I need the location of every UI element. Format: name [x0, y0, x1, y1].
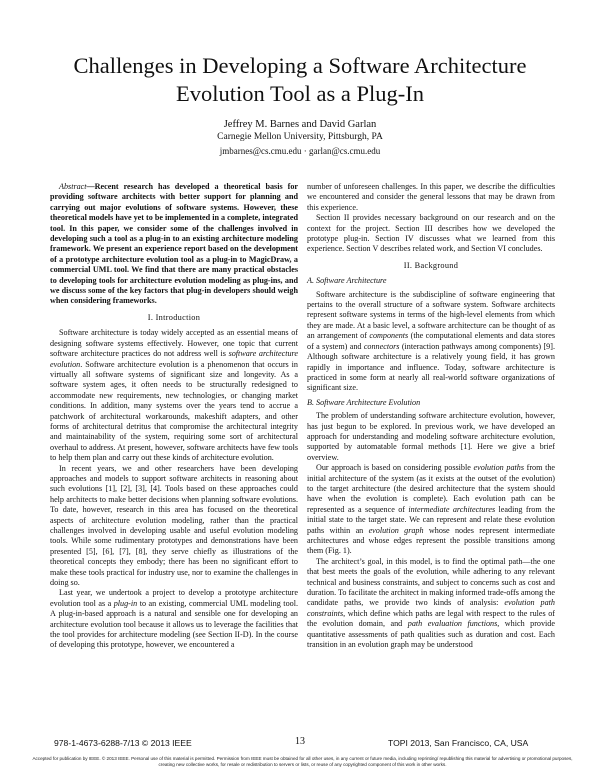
text-run: to an existing, commercial UML modeling tool. A plug-in-based approach is a natural and sensible one for developing an architecture evolution tool because it allows us to leverage the facilities that the tool provides for architecture modeling (see Section II-D). In the course of developing this prototype, however, we encountered a	[50, 598, 298, 650]
emphasis: evolution path constraints	[307, 598, 555, 618]
text-run: , which provide quantitative assessments of path qualities such as duration and cost. Each transition in an evolution graph may be understood	[307, 619, 555, 650]
text-run: Software architecture is today widely accepted as an essential means of designing software systems effectively. However, one topic that current software architecture practices do not address well is	[50, 328, 298, 359]
text-run: Software architecture is the subdiscipline of software engineering that pertains to the overall structure of a software system. Software architects represent software systems in terms of the high-level elements from which they are made. At a basic level, a software architecture can be thought of as an arrangement of	[307, 289, 555, 341]
right-column	[307, 182, 555, 650]
text-run: . Software architecture evolution is a phenomenon that occurs in virtually all software systems of significant size and longevity. As a software system ages, it often needs to be structurally redesigned to accommodate new requirements, new technologies, or changing market conditions. In addition, many systems over the years tend to accrue a patchwork of architectural workarounds, makeshift adapters, and other forms of architectural detritus that compromise the architectural integrity and maintainability of the system, requiring some sort of architectural overhaul to address. At present, however, software architects have few tools to help them plan and carry out these kinds of architecture evolution.	[50, 359, 298, 463]
text-run: , which define which paths are legal with respect to the rules of the evolution domain, and	[307, 608, 555, 629]
affiliation: Carnegie Mellon University, Pittsburgh, PA	[217, 132, 383, 142]
text-run: The architect’s goal, in this model, is to find the optimal path—the one that best meets the goals of the evolution, while adhering to any relevant technical and business constraints, and subject to concerns such as cost and duration. To facilitate the architect in making informed trade-offs among the candidate paths, we provide two kinds of analysis:	[307, 556, 555, 608]
section-heading-background: II. Background	[403, 260, 459, 270]
subsection-heading-software-architecture: A. Software Architecture	[307, 276, 387, 286]
author-emails: jmbarnes@cs.cmu.edu · garlan@cs.cmu.edu	[219, 146, 381, 156]
subsection-heading-architecture-evolution: B. Software Architecture Evolution	[307, 397, 421, 407]
intro-paragraph-1	[50, 328, 298, 463]
paper-title: Challenges in Developing a Software Architecture Evolution Tool as a Plug-In	[73, 53, 527, 106]
intro-paragraph-3	[50, 588, 298, 650]
intro-paragraph-2: In recent years, we and other researchers have been developing approaches and models to support software architects in reasoning about such evolutions [1], [2], [3], [4]. Tools based on these approaches could help architects to make better decisions when planning software evolutions. To date, however, research in this area has focused on the theoretical aspects of architecture evolution modeling, rather than the practical challenges involved in developing usable and useful evolution modeling tools. While some rudimentary prototypes and demonstrations have been presented [5], [6], [7], [8], they serve chiefly as illustrations of the theoretical concepts they embody; there has been no significant effort to make these tools practical for industry use, nor to examine the challenges in doing so.	[50, 463, 298, 588]
evolution-paragraph-3	[307, 557, 555, 651]
emphasis: evolution graph	[368, 525, 424, 535]
emphasis: components	[369, 331, 409, 341]
abstract-label: Abstract	[59, 182, 87, 191]
emphasis: software architecture evolution	[50, 349, 299, 369]
authors: Jeffrey M. Barnes and David Garlan	[223, 119, 377, 130]
text-run: (interaction pathways among components) [9]. Although software architecture is a relatively young field, it has grown rapidly in importance and influence. Today, software architecture is practiced in some form at nearly all real-world software organizations of significant size.	[307, 341, 555, 393]
text-run: whose nodes represent intermediate architectures and whose edges represent the possible transitions among them (Fig. 1).	[307, 525, 555, 556]
emphasis: intermediate architectures	[408, 504, 496, 514]
emphasis: plug-in	[113, 598, 138, 608]
left-column	[50, 182, 298, 651]
text-run: from the initial architecture of the system (as it exists at the outset of the evolution) to the target architecture (the desired architecture that the system should have when the evolution is complete). Each evolution path can be represented as a sequence of	[307, 463, 555, 514]
text-run: leading from the initial state to the target state. We can represent and relate these evolution paths within an	[307, 504, 555, 535]
isbn-copyright: 978-1-4673-6288-7/13 © 2013 IEEE	[54, 738, 192, 748]
text-run: Our approach is based on considering possible	[316, 463, 474, 473]
intro-continuation: number of unforeseen challenges. In this paper, we describe the difficulties we encountered and consider the general lessons that may be drawn from this experience.	[307, 182, 555, 212]
text-run: (the computational elements and data stores of a system) and	[307, 331, 555, 351]
page-number: 13	[295, 736, 305, 747]
emphasis: evolution paths	[473, 463, 524, 473]
paper-outline-paragraph: Section II provides necessary background on our research and on the context for the project. Section III describes how we developed the prototype plug-in. Section IV discusses what we learned from this experience. Section V describes related work, and Section VI concludes.	[307, 213, 555, 254]
evolution-paragraph-1: The problem of understanding software architecture evolution, however, has just begun to be explored. In previous work, we have developed an approach for understanding and modeling software architecture evolution, supported by automatable formal methods [1]. Here we give a brief overview.	[307, 411, 555, 462]
copyright-notice: Accepted for publication by IEEE. © 2013 IEEE. Personal use of this material is permitted. Permission from IEEE must be obtained for all other uses, in any current or future media, including reprinting/ republishing this material for advertising or promotional purposes, creating new collective works, for resale or redistribution to servers or lists, or reuse of any copyrighted component of this work in other works.	[32, 756, 573, 767]
abstract-text: —Recent research has developed a theoretical basis for providing software architects with better support for planning and carrying out major evolutions of software systems. However, these theoretical models have yet to be implemented in a complete, integrated tool. In this paper, we consider some of the challenges involved in developing such a tool as a plug-in to an existing architecture modeling framework. We present an experience report based on the development of a prototype architecture evolution tool as a plug-in to MagicDraw, a commercial UML tool. We find that there are many practical obstacles to developing tools for architecture evolution modeling as plug-ins, and we discuss some of the key factors that plug-in developers should weigh when considering frameworks.	[50, 182, 298, 306]
text-run: Last year, we undertook a project to develop a prototype architecture evolution tool as a	[50, 588, 298, 608]
abstract	[50, 182, 298, 307]
emphasis: path evaluation functions	[407, 619, 498, 629]
evolution-paragraph-2	[307, 463, 555, 557]
venue: TOPI 2013, San Francisco, CA, USA	[388, 738, 529, 748]
section-heading-introduction: I. Introduction	[147, 312, 201, 322]
emphasis: connectors	[363, 341, 400, 351]
background-paragraph-1	[307, 290, 555, 394]
